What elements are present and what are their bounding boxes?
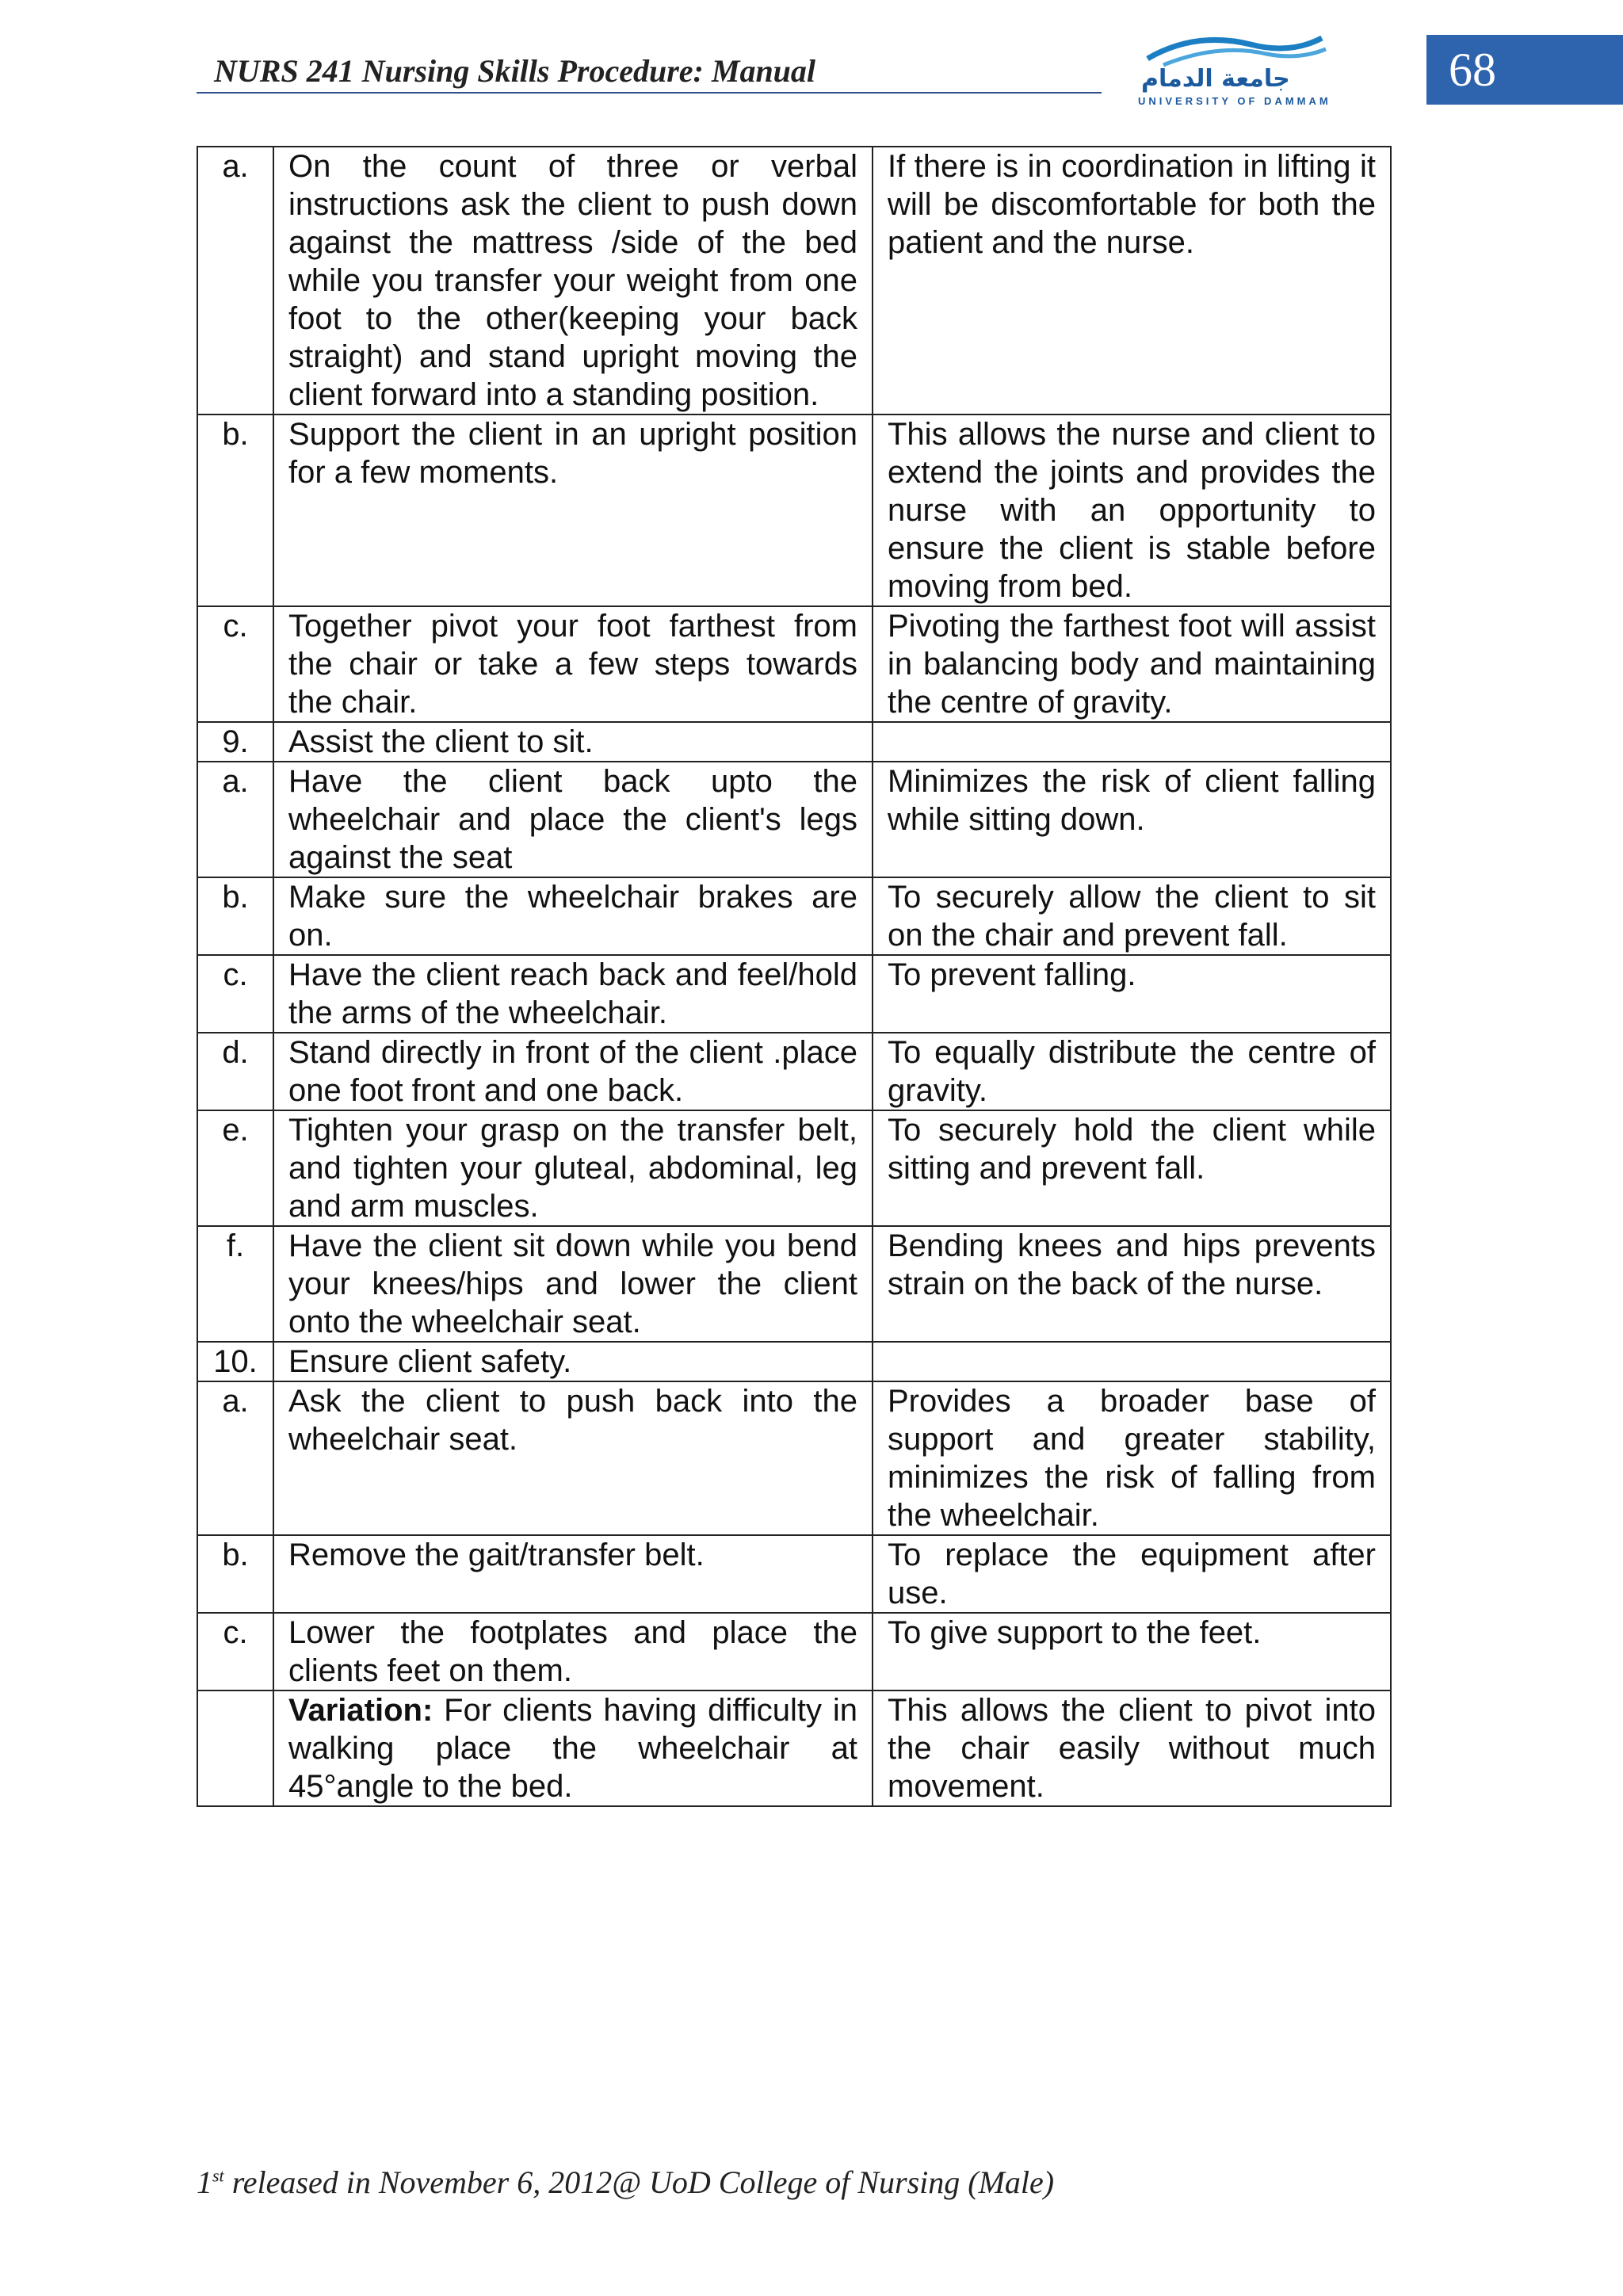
step-number: c.: [197, 606, 273, 722]
table-row: [197, 1613, 1391, 1690]
table-row: [197, 955, 1391, 1033]
step-number: a.: [197, 1381, 273, 1535]
logo-subtitle: UNIVERSITY OF DAMMAM: [1138, 95, 1331, 107]
page-number: 68: [1426, 35, 1623, 105]
document-title: NURS 241 Nursing Skills Procedure: Manual: [214, 53, 816, 89]
rationale-text: [873, 1342, 1391, 1381]
step-number: c.: [197, 1613, 273, 1690]
rationale-text: Bending knees and hips prevents strain on the back of the nurse.: [873, 1226, 1391, 1342]
step-text: Have the client back upto the wheelchair and place the client's legs against the seat: [273, 762, 873, 877]
rationale-text: This allows the nurse and client to extend the joints and provides the nurse with an opportunity to ensure the client is stable before moving from bed.: [873, 415, 1391, 606]
rationale-text: To securely hold the client while sitting and prevent fall.: [873, 1110, 1391, 1226]
rationale-text: To prevent falling.: [873, 955, 1391, 1033]
step-number: 9.: [197, 722, 273, 762]
step-number: d.: [197, 1033, 273, 1110]
header-rule: [197, 92, 1102, 94]
table-row: [197, 1033, 1391, 1110]
rationale-text: Pivoting the farthest foot will assist in balancing body and maintaining the centre of gravity.: [873, 606, 1391, 722]
footer-text: released in November 6, 2012@ UoD College of Nursing (Male): [223, 2164, 1055, 2200]
footer-sup: st: [212, 2165, 224, 2186]
step-text: Tighten your grasp on the transfer belt, and tighten your gluteal, abdominal, leg and arm muscles.: [273, 1110, 873, 1226]
step-number: b.: [197, 877, 273, 955]
step-text: Support the client in an upright position for a few moments.: [273, 415, 873, 606]
rationale-text: Minimizes the risk of client falling while sitting down.: [873, 762, 1391, 877]
step-text: Together pivot your foot farthest from the chair or take a few steps towards the chair.: [273, 606, 873, 722]
table-row: [197, 1381, 1391, 1535]
rationale-text: If there is in coordination in lifting it will be discomfortable for both the patient and the nurse.: [873, 147, 1391, 415]
variation-label: Variation:: [288, 1693, 433, 1728]
table-row: [197, 606, 1391, 722]
step-number: c.: [197, 955, 273, 1033]
step-text: Make sure the wheelchair brakes are on.: [273, 877, 873, 955]
table-row: [197, 1535, 1391, 1613]
step-number: b.: [197, 1535, 273, 1613]
logo-arabic-text: جامعة الدمام: [1141, 65, 1290, 93]
table-row: [197, 762, 1391, 877]
footer-note: [197, 2164, 1054, 2201]
step-text: Lower the footplates and place the clients feet on them.: [273, 1613, 873, 1690]
table-row: [197, 1342, 1391, 1381]
step-text: Have the client sit down while you bend your knees/hips and lower the client onto the wheelchair seat.: [273, 1226, 873, 1342]
step-number: a.: [197, 147, 273, 415]
step-number: 10.: [197, 1342, 273, 1381]
step-text: Assist the client to sit.: [273, 722, 873, 762]
table-row: [197, 877, 1391, 955]
rationale-text: To equally distribute the centre of gravity.: [873, 1033, 1391, 1110]
step-text: Have the client reach back and feel/hold the arms of the wheelchair.: [273, 955, 873, 1033]
university-logo: [1132, 27, 1331, 106]
step-text: Stand directly in front of the client .place one foot front and one back.: [273, 1033, 873, 1110]
step-text: On the count of three or verbal instructions ask the client to push down against the mattress /side of the bed while you transfer your weight from one foot to the other(keeping your back straight) and stand upright moving the client forward into a standing position.: [273, 147, 873, 415]
step-text: Remove the gait/transfer belt.: [273, 1535, 873, 1613]
footer-prefix: 1: [197, 2164, 212, 2200]
step-text: Ask the client to push back into the wheelchair seat.: [273, 1381, 873, 1535]
table-row: [197, 1110, 1391, 1226]
rationale-text: This allows the client to pivot into the chair easily without much movement.: [873, 1690, 1391, 1806]
table-row: [197, 1226, 1391, 1342]
variation-step: [273, 1690, 873, 1806]
variation-row: [197, 1690, 1391, 1806]
step-number: b.: [197, 415, 273, 606]
step-number: e.: [197, 1110, 273, 1226]
table-row: [197, 415, 1391, 606]
rationale-text: To give support to the feet.: [873, 1613, 1391, 1690]
step-text: Ensure client safety.: [273, 1342, 873, 1381]
step-number: a.: [197, 762, 273, 877]
table-row: [197, 147, 1391, 415]
rationale-text: To replace the equipment after use.: [873, 1535, 1391, 1613]
step-number: [197, 1690, 273, 1806]
rationale-text: Provides a broader base of support and greater stability, minimizes the risk of falling from the wheelchair.: [873, 1381, 1391, 1535]
variation-text: For clients having difficulty in walking place the wheelchair at 45°angle to the bed.: [288, 1693, 857, 1804]
rationale-text: [873, 722, 1391, 762]
step-number: f.: [197, 1226, 273, 1342]
table-row: [197, 722, 1391, 762]
rationale-text: To securely allow the client to sit on the chair and prevent fall.: [873, 877, 1391, 955]
procedure-table: [197, 146, 1392, 1807]
